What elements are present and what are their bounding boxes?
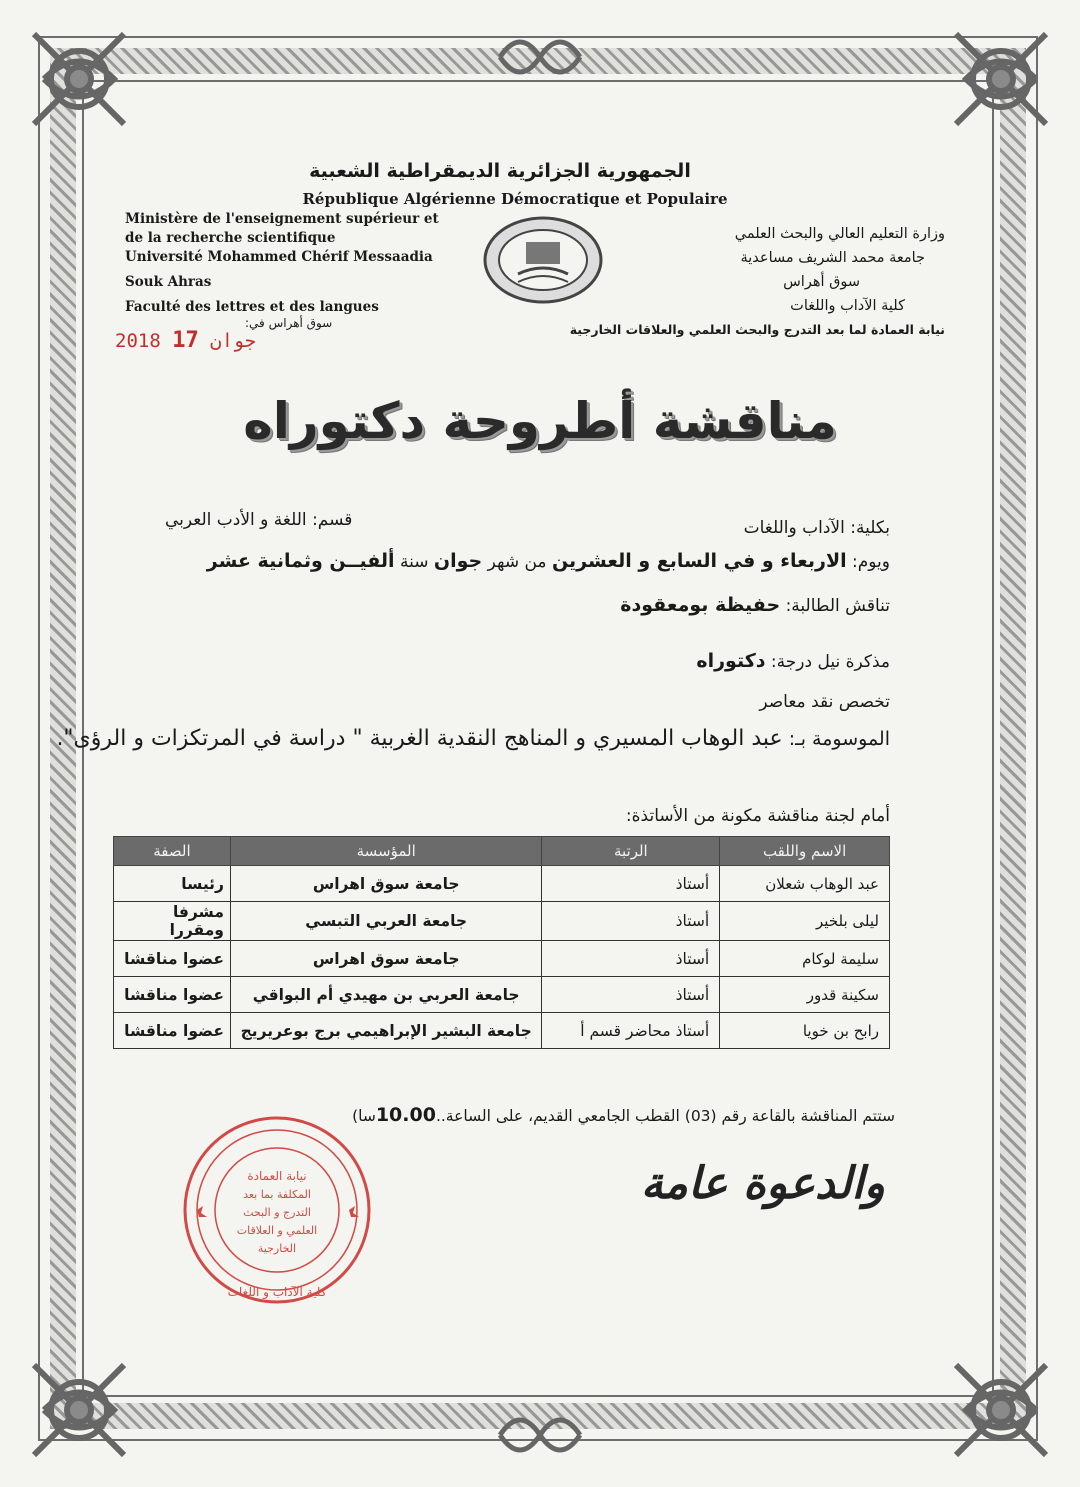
faculty-line [744, 518, 890, 538]
student-name: حفيظة بومعقودة [620, 594, 781, 616]
ministry-fr-line2: de la recherche scientifique [125, 230, 336, 246]
deanery-line: نيابة العمادة لما بعد التدرج والبحث العلمي والعلاقات الخارجية [569, 322, 945, 337]
corner-ornament-top-right [946, 24, 1056, 134]
venue-time-unit: سا) [352, 1107, 376, 1125]
col-role-header: الصفة [114, 837, 231, 866]
member-institution: جامعة العربي التبسي [230, 902, 542, 941]
member-role: عضوا مناقشا [114, 1013, 231, 1049]
university-ar: جامعة محمد الشريف مساعدية [740, 250, 925, 266]
venue-line [352, 1104, 895, 1126]
member-name: سليمة لوكام [720, 941, 890, 977]
member-name: سكينة قدور [720, 977, 890, 1013]
date-stamp [115, 328, 256, 353]
svg-text:المكلفة بما بعد: المكلفة بما بعد [243, 1188, 311, 1201]
department-value: اللغة و الأدب العربي [165, 510, 307, 530]
col-name-header: الاسم واللقب [720, 837, 890, 866]
corner-ornament-bottom-right [946, 1355, 1056, 1465]
col-rank-header: الرتبة [542, 837, 720, 866]
svg-text:العلمي و العلاقات: العلمي و العلاقات [236, 1224, 318, 1237]
city-fr: Souk Ahras [125, 274, 212, 290]
faculty-fr: Faculté des lettres et des langues [125, 299, 379, 315]
republic-arabic: الجمهورية الجزائرية الديمقراطية الشعبية [309, 160, 691, 182]
city-ar: سوق أهراس [783, 274, 860, 290]
specialty-line: تخصص نقد معاصر [759, 692, 890, 712]
top-center-ornament [495, 22, 585, 92]
month-value: جوان [433, 550, 483, 572]
year-value: ألفيــن وثمانية عشر [206, 550, 395, 572]
thesis-title-label: الموسومة بـ: [788, 728, 890, 750]
venue-text: ستتم المناقشة بالقاعة رقم (03) القطب الجامعي القديم، على الساعة.. [435, 1107, 895, 1125]
student-label: تناقش الطالبة: [785, 596, 890, 616]
date-label: سوق أهراس في: [245, 316, 333, 330]
member-role: رئيسا [114, 866, 231, 902]
member-rank: أستاذ [542, 902, 720, 941]
faculty-value: الآداب واللغات [743, 518, 845, 538]
table-row [114, 866, 890, 902]
svg-text:الخارجية: الخارجية [257, 1242, 297, 1255]
department-label: قسم: [312, 510, 353, 530]
svg-text:نيابة العمادة: نيابة العمادة [247, 1169, 307, 1183]
month-label: من شهر [487, 552, 547, 572]
member-name: عبد الوهاب شعلان [720, 866, 890, 902]
jury-header-row [114, 837, 890, 866]
member-rank: أستاذ [542, 941, 720, 977]
degree-label: مذكرة نيل درجة: [770, 652, 890, 672]
faculty-label: بكلية: [850, 518, 890, 538]
table-row [114, 1013, 890, 1049]
university-fr: Université Mohammed Chérif Messaadia [125, 249, 433, 265]
ministry-ar: وزارة التعليم العالي والبحث العلمي [734, 226, 945, 242]
student-line [620, 594, 890, 616]
member-institution: جامعة سوق اهراس [230, 866, 542, 902]
thesis-title: عبد الوهاب المسيري و المناهج النقدية الغربية " دراسة في المرتكزات و الرؤى". [56, 726, 783, 751]
member-institution: جامعة البشير الإبراهيمي برج بوعريريج [230, 1013, 542, 1049]
french-institution-block [125, 210, 465, 317]
table-row [114, 941, 890, 977]
corner-ornament-top-left [24, 24, 134, 134]
table-row [114, 902, 890, 941]
member-institution: جامعة العربي بن مهيدي أم البواقي [230, 977, 542, 1013]
ministry-fr-line1: Ministère de l'enseignement supérieur et [125, 211, 439, 227]
bottom-center-ornament [495, 1400, 585, 1470]
day-label: ويوم: [852, 552, 890, 572]
arabic-institution-block [645, 222, 945, 318]
member-role: مشرفا ومقررا [114, 902, 231, 941]
jury-table [113, 836, 890, 1049]
member-rank: أستاذ محاضر قسم أ [542, 1013, 720, 1049]
republic-french: République Algérienne Démocratique et Populaire [302, 190, 728, 208]
member-institution: جامعة سوق اهراس [230, 941, 542, 977]
year-label: سنة [399, 552, 429, 572]
date-line [207, 550, 890, 572]
date-stamp-month: جوان [210, 330, 256, 352]
thesis-title-line [56, 726, 890, 751]
member-role: عضوا مناقشا [114, 977, 231, 1013]
table-row [114, 977, 890, 1013]
day-value: الاربعاء و في السابع و العشرين [551, 550, 847, 572]
degree-line [696, 650, 890, 672]
date-stamp-day: 17 [172, 328, 199, 353]
faculty-ar: كلية الآداب واللغات [790, 298, 905, 314]
document-title: مناقشة أطروحة دكتوراه [243, 392, 837, 450]
department-line [165, 510, 352, 530]
venue-time: 10.00 [375, 1104, 436, 1126]
committee-intro: أمام لجنة مناقشة مكونة من الأساتذة: [625, 806, 890, 826]
degree-value: دكتوراه [696, 650, 766, 672]
corner-ornament-bottom-left [24, 1355, 134, 1465]
col-institution-header: المؤسسة [230, 837, 542, 866]
member-rank: أستاذ [542, 866, 720, 902]
svg-text:كلية الآداب و اللغات: كلية الآداب و اللغات [227, 1285, 327, 1299]
date-stamp-year: 2018 [115, 330, 161, 352]
member-name: رابح بن خويا [720, 1013, 890, 1049]
svg-text:التدرج و البحث: التدرج و البحث [243, 1206, 311, 1219]
member-role: عضوا مناقشا [114, 941, 231, 977]
university-logo [478, 212, 608, 308]
member-name: ليلى بلخير [720, 902, 890, 941]
public-invitation: والدعوة عامة [640, 1158, 885, 1209]
member-rank: أستاذ [542, 977, 720, 1013]
official-seal [177, 1110, 377, 1310]
